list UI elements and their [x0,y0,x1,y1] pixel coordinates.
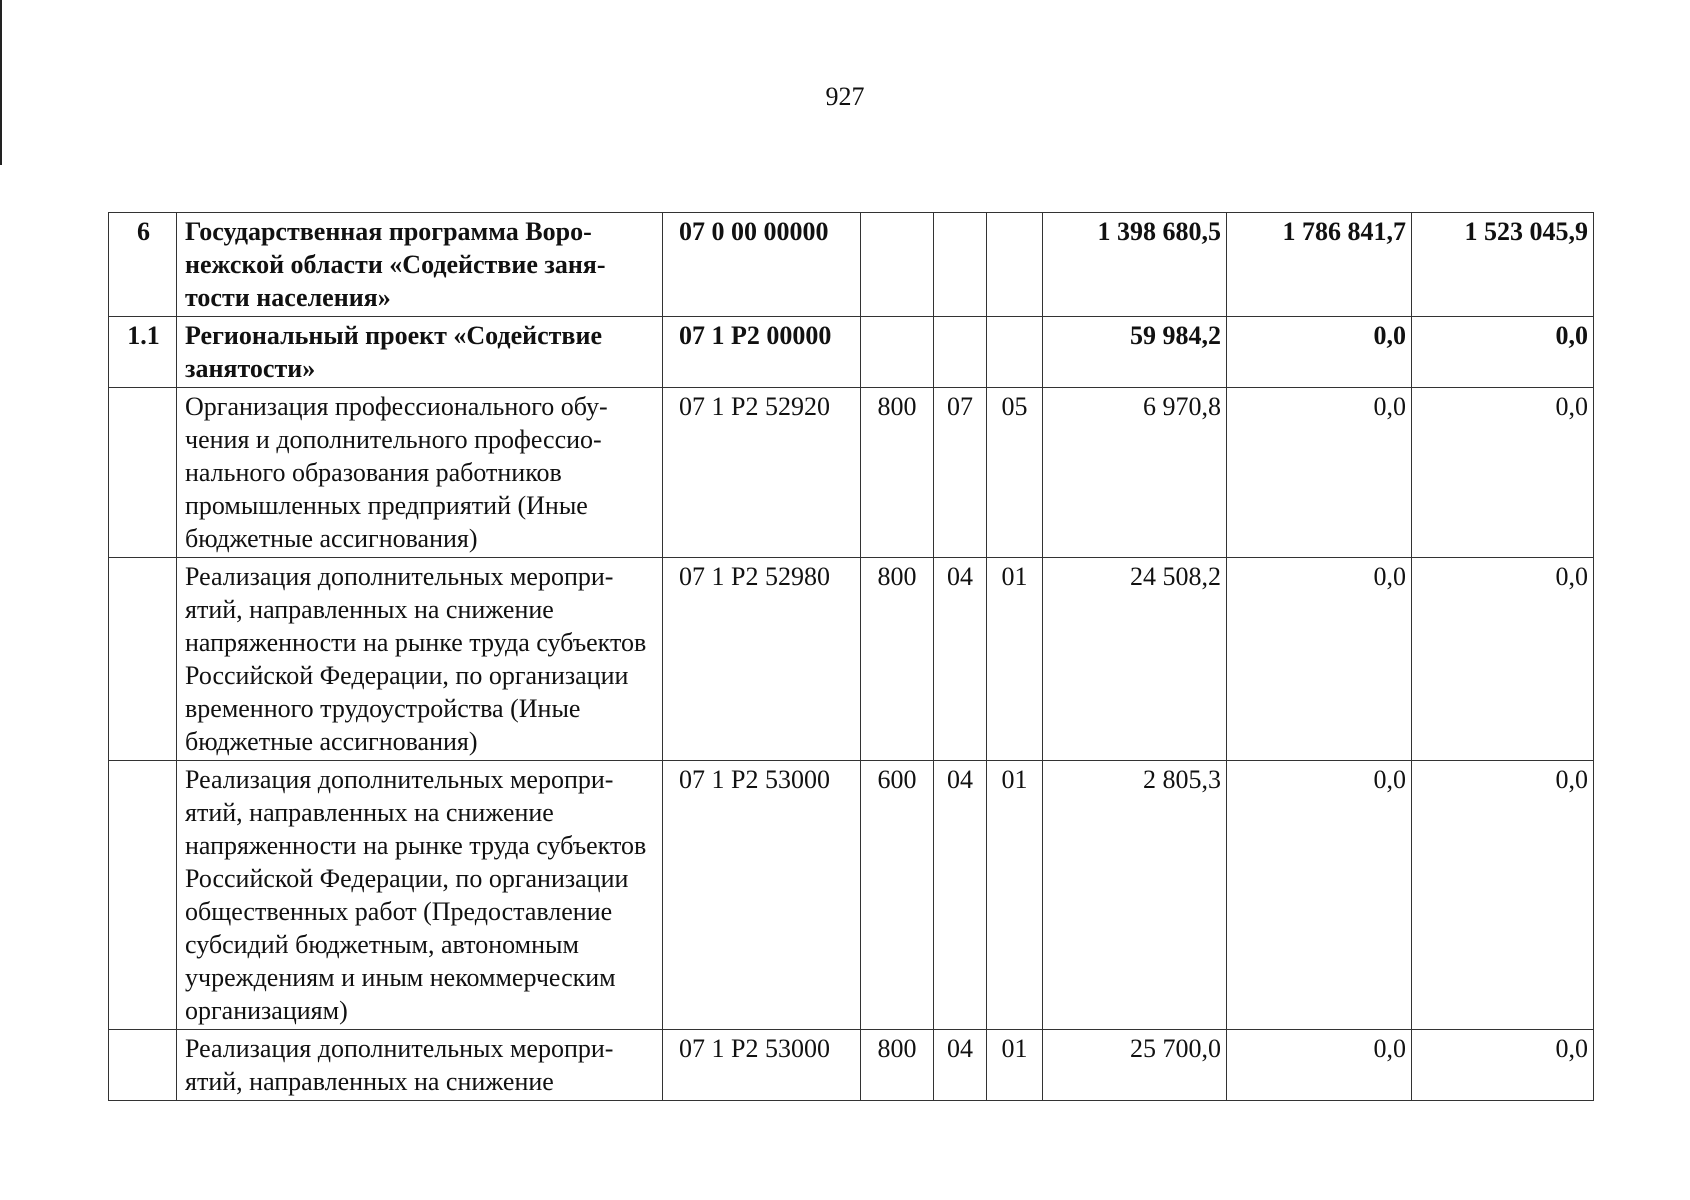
sum-year-2: 0,0 [1227,761,1412,1030]
row-number: 6 [109,213,177,317]
sum-year-1: 25 700,0 [1043,1030,1227,1101]
expense-type-code: 800 [861,558,934,761]
section-code [934,213,987,317]
row-number [109,388,177,558]
row-number [109,1030,177,1101]
row-name: Реализация дополнительных мероприятий, направленных на снижение [177,1030,663,1101]
sum-year-3: 0,0 [1412,388,1594,558]
sum-year-2: 0,0 [1227,558,1412,761]
subsection-code: 01 [987,1030,1043,1101]
row-name: Региональный проект «Содействие занятости» [177,317,663,388]
sum-year-3: 0,0 [1412,1030,1594,1101]
expense-type-code: 800 [861,388,934,558]
table-row [109,388,1594,558]
target-article-code: 07 1 Р2 00000 [663,317,861,388]
sum-year-1: 59 984,2 [1043,317,1227,388]
sum-year-1: 1 398 680,5 [1043,213,1227,317]
row-name: Реализация дополнительных мероприятий, направленных на снижение напряженности на рынке труда субъектов Российской Федерации, по организации временного трудоустройства (Иные бюджетные ассигнования) [177,558,663,761]
target-article-code: 07 1 Р2 53000 [663,1030,861,1101]
table-row [109,317,1594,388]
section-code [934,317,987,388]
target-article-code: 07 0 00 00000 [663,213,861,317]
sum-year-1: 2 805,3 [1043,761,1227,1030]
row-number [109,761,177,1030]
sum-year-3: 0,0 [1412,317,1594,388]
budget-table [108,212,1594,1101]
section-code: 04 [934,558,987,761]
row-name: Организация профессионального обучения и дополнительного профессионального образования работников промышленных предприятий (Иные бюджетные ассигнования) [177,388,663,558]
sum-year-2: 0,0 [1227,388,1412,558]
row-number [109,558,177,761]
subsection-code [987,317,1043,388]
subsection-code: 01 [987,761,1043,1030]
sum-year-3: 0,0 [1412,761,1594,1030]
section-code: 07 [934,388,987,558]
target-article-code: 07 1 Р2 52920 [663,388,861,558]
sum-year-3: 1 523 045,9 [1412,213,1594,317]
sum-year-2: 0,0 [1227,317,1412,388]
expense-type-code [861,213,934,317]
table-row [109,761,1594,1030]
expense-type-code [861,317,934,388]
row-name: Государственная программа Воронежской области «Содействие занятости населения» [177,213,663,317]
row-number: 1.1 [109,317,177,388]
sum-year-2: 0,0 [1227,1030,1412,1101]
section-code: 04 [934,761,987,1030]
sum-year-3: 0,0 [1412,558,1594,761]
sum-year-1: 6 970,8 [1043,388,1227,558]
sum-year-1: 24 508,2 [1043,558,1227,761]
page-number: 927 [825,82,865,111]
expense-type-code: 800 [861,1030,934,1101]
table-row [109,558,1594,761]
expense-type-code: 600 [861,761,934,1030]
target-article-code: 07 1 Р2 53000 [663,761,861,1030]
sum-year-2: 1 786 841,7 [1227,213,1412,317]
row-name: Реализация дополнительных мероприятий, направленных на снижение напряженности на рынке труда субъектов Российской Федерации, по организации общественных работ (Предоставление субсидий бюджетным, автономным учреждениям и иным некоммерческим организациям) [177,761,663,1030]
table-row [109,213,1594,317]
subsection-code [987,213,1043,317]
subsection-code: 01 [987,558,1043,761]
table-row [109,1030,1594,1101]
subsection-code: 05 [987,388,1043,558]
section-code: 04 [934,1030,987,1101]
target-article-code: 07 1 Р2 52980 [663,558,861,761]
